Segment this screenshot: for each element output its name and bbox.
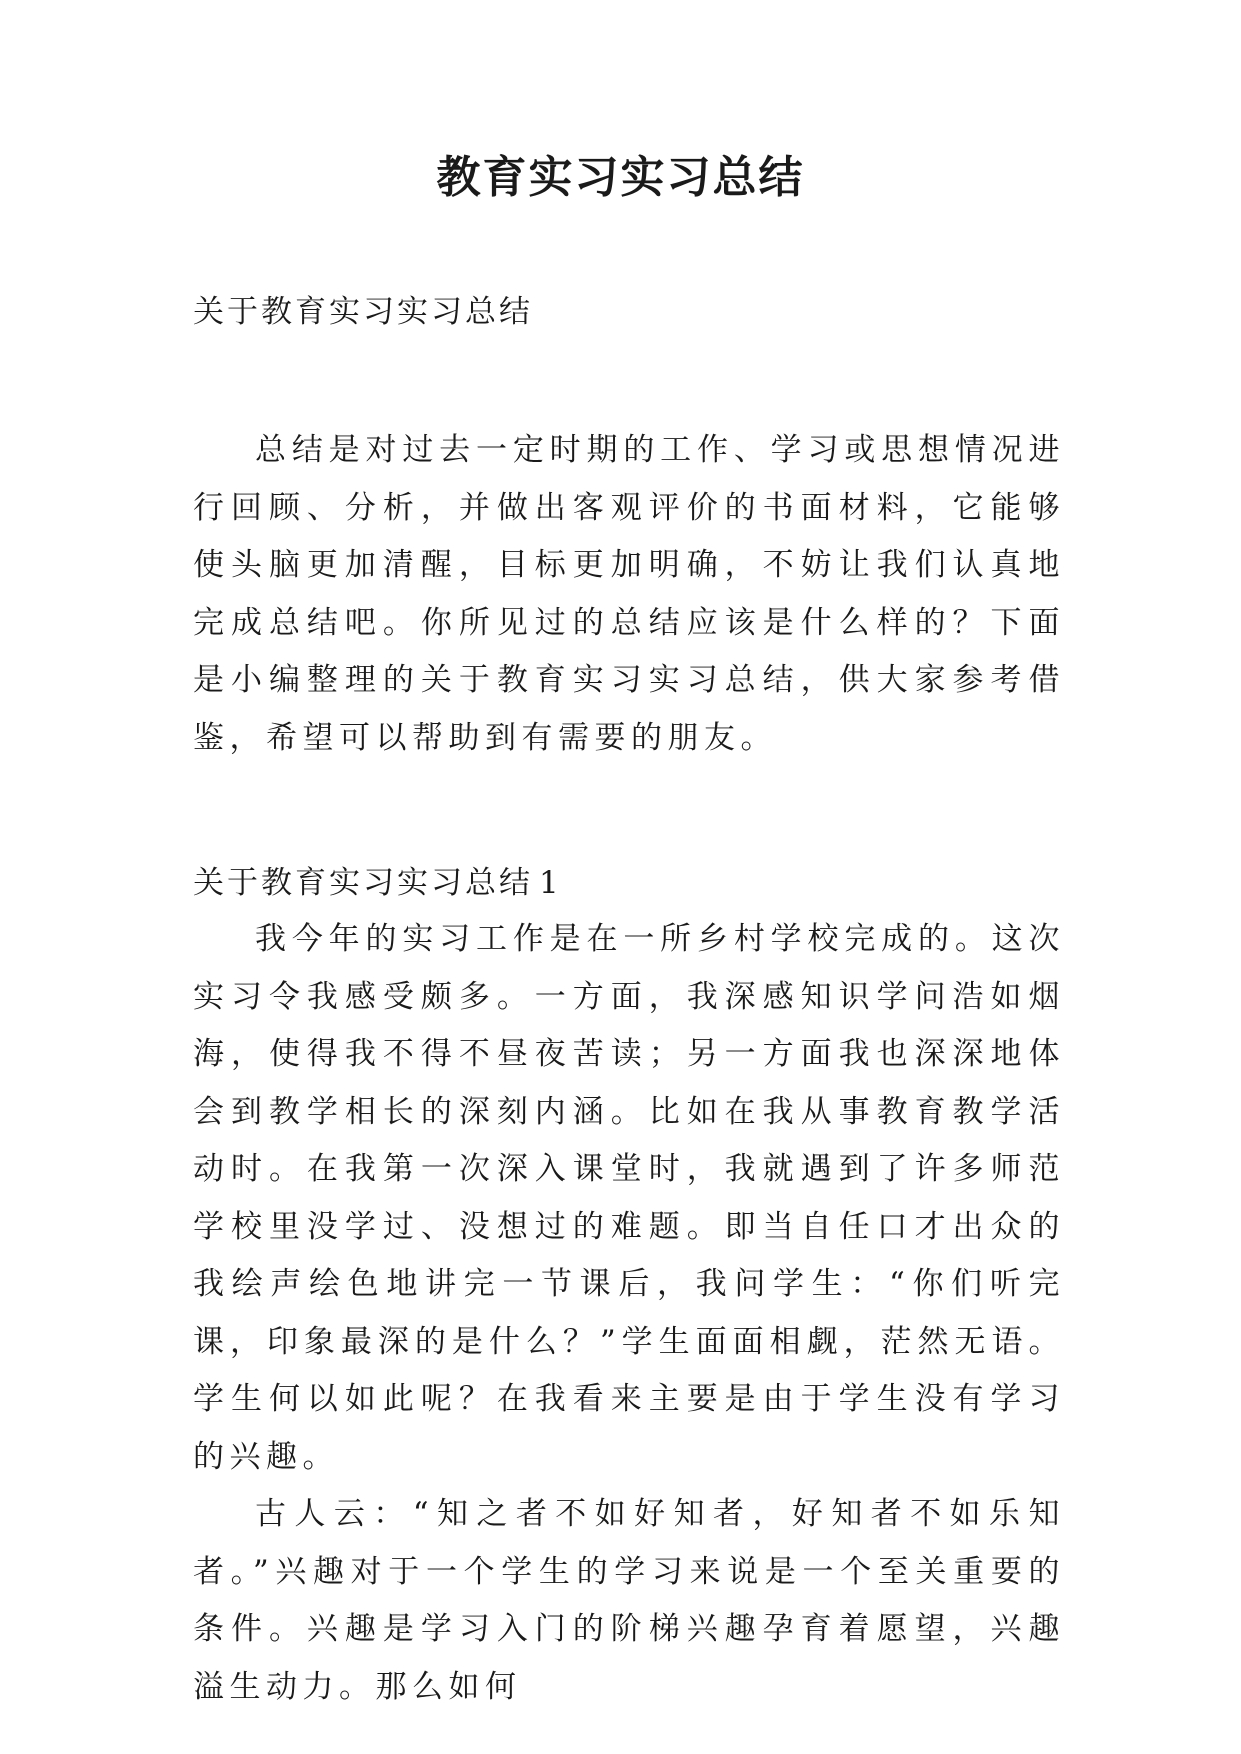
intro-paragraph: 总结是对过去一定时期的工作、学习或思想情况进行回顾、分析，并做出客观评价的书面材料，它能够使头脑更加清醒，目标更加明确，不妨让我们认真地完成总结吧。你所见过的总结应该是什么样的？下面是小编整理的关于教育实习实习总结，供大家参考借鉴，希望可以帮助到有需要的朋友。 [193,432,1065,756]
section-heading-number: 1 [539,865,562,901]
section-heading [193,863,1065,903]
document-body [193,292,1065,1716]
section-heading-text: 关于教育实习实习总结 [193,865,533,901]
body-paragraph: 我今年的实习工作是在一所乡村学校完成的。这次实习令我感受颇多。一方面，我深感知识学问浩如烟海，使得我不得不昼夜苦读；另一方面我也深深地体会到教学相长的深刻内涵。比如在我从事教育教学活动时。在我第一次深入课堂时，我就遇到了许多师范学校里没学过、没想过的难题。即当自任口才出众的我绘声绘色地讲完一节课后，我问学生：“你们听完课，印象最深的是什么？”学生面面相觑，茫然无语。学生何以如此呢？在我看来主要是由于学生没有学习的兴趣。 [193,921,1065,1475]
body-paragraph: 古人云：“知之者不如好知者，好知者不如乐知者。”兴趣对于一个学生的学习来说是一个至关重要的条件。兴趣是学习入门的阶梯兴趣孕育着愿望，兴趣溢生动力。那么如何 [193,1496,1065,1705]
document-subtitle: 关于教育实习实习总结 [193,294,533,330]
document-title: 教育实习实习总结 [436,152,805,203]
